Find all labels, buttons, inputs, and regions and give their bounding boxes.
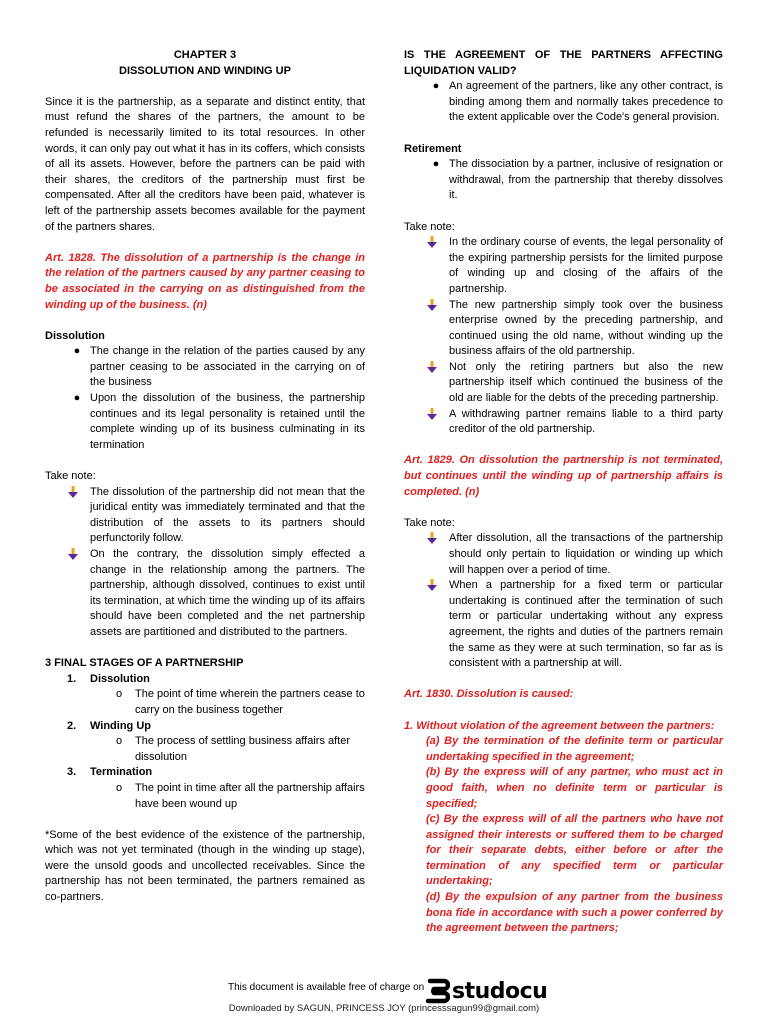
stage-item: 3. Termination o The point in time after all the partnership affairs have been wound up [90,765,365,812]
circle-bullet-icon: o [116,688,123,701]
list-item: A withdrawing partner remains liable to a third party creditor of the old partnership. [449,407,723,438]
take-note-label: Take note: [45,470,96,483]
chapter-title: DISSOLUTION AND WINDING UP [119,64,291,77]
take-note-label: Take note: [404,516,455,529]
list-item: ● An agreement of the partners, like any other contract, is binding among them and normally takes precedence to the extent applicable over the Code's general provision. [449,79,723,126]
footnote-paragraph: *Some of the best evidence of the existence of the partnership, which was not yet terminated (though in the winding up stage), were the unsold goods and uncollected receivables. Since the partnership has not been terminated, the partners remained as co-partners. [45,828,365,904]
stages-heading: 3 FINAL STAGES OF A PARTNERSHIP [45,657,244,670]
article-1828: Art. 1828. The dissolution of a partnership is the change in the relation of the partners caused by any partner ceasing to be associated in the carrying on as distinguished from the winding up of the business. (n) [45,251,365,311]
list-item: After dissolution, all the transactions of the partnership should only pertain to liquidation or winding up which will happen over a period of time. [449,531,723,578]
article-1830-clause-b: (b) By the express will of any partner, who must act in good faith, when no definite term or particular is specified; [426,766,723,810]
retirement-list [404,157,723,204]
list-item: On the contrary, the dissolution simply effected a change in the relationship among the partners. The partnership, although dissolved, continues to exist until its termination, at which time the winding up of its affairs should have been completed and the net partnership assets are partitioned and distributed to the partners. [90,547,365,641]
list-item: ● The dissociation by a partner, inclusive of resignation or withdrawal, from the partnership that thereby dissolves it. [449,157,723,204]
down-arrow-icon [426,408,438,421]
article-1829: Art. 1829. On dissolution the partnership is not terminated, but continues until the winding up of partnership affairs is completed. (n) [404,454,723,498]
circle-bullet-icon: o [116,781,123,794]
stage-description: o The process of settling business affairs after dissolution [116,735,351,763]
bullet-dot-icon: ● [73,392,81,405]
article-1830-clause-a: (a) By the termination of the definite term or particular undertaking specified in the agreement; [426,735,723,763]
bullet-dot-icon: ● [73,345,81,358]
intro-paragraph: Since it is the partnership, as a separate and distinct entity, that must refund the shares of the partners, the amount to be refunded is necessarily limited to its total resources. In other words, it can only pay out what it has in its coffers, which consists of all its assets. However, before the partners can be paid with their shares, the creditors of the partnership must first be compensated. After all the creditors have been paid, whatever is left of the partnership assets becomes available for the payment of the partners shares. [45,95,365,233]
studocu-logo[interactable] [424,978,547,1004]
article-1830-clause-d: (d) By the expulsion of any partner from the business bona fide in accordance with such a power conferred by the agreement between the partners; [426,891,723,935]
left-column [45,48,365,906]
down-arrow-icon [67,486,79,499]
question-heading: IS THE AGREEMENT OF THE PARTNERS AFFECTING LIQUIDATION VALID? [404,49,723,77]
stage-item: 2. Winding Up o The process of settling business affairs after dissolution [90,719,365,766]
right-column [404,48,723,937]
down-arrow-icon [67,548,79,561]
down-arrow-icon [426,361,438,374]
download-attribution: Downloaded by SAGUN, PRINCESS JOY (princesssagun99@gmail.com) [228,1003,540,1014]
dissolution-list [45,344,365,453]
down-arrow-icon [426,236,438,249]
availability-note: This document is available free of charge on [228,982,425,993]
list-item: ● Upon the dissolution of the business, the partnership continues and its legal personality is retained until the complete winding up of its business culminating in its termination [90,391,365,453]
list-item: The new partnership simply took over the business enterprise owned by the preceding partnership, and continued using the old name, without winding up the business affairs of the old partnership. [449,298,723,360]
down-arrow-icon [426,532,438,545]
article-1830: Art. 1830. Dissolution is caused: [404,688,574,701]
stage-item: 1. Dissolution o The point of time wherein the partners cease to carry on the business together [90,672,365,719]
take-note-label: Take note: [404,220,455,233]
studocu-footer [0,978,768,1002]
stage-description: o The point in time after all the partnership affairs have been wound up [116,781,365,810]
take-note-list [404,235,723,438]
dissolution-heading: Dissolution [45,329,105,342]
bullet-dot-icon: ● [432,158,440,171]
take-note-list [404,531,723,671]
list-item: When a partnership for a fixed term or particular undertaking is continued after the termination of such term or particular undertaking without any express agreement, the rights and duties of the partners remain the same as they were at such termination, so far as is consistent with a partnership at will. [449,578,723,672]
list-item: The dissolution of the partnership did not mean that the juridical entity was immediately terminated and that the distribution of the assets to its partners should perfunctorily follow. [90,485,365,547]
list-item: In the ordinary course of events, the legal personality of the expiring partnership persists for the limited purpose of winding up and closing of the affairs of the partnership. [449,235,723,297]
article-1830-clause-c: (c) By the express will of all the partners who have not assigned their interests or suffered them to be charged for their separate debts, either before or after the termination of any specified term or particular undertaking; [426,813,723,888]
studocu-wordmark: studocu [452,978,548,1004]
article-1830-clause-1: 1. Without violation of the agreement between the partners: [404,719,715,732]
down-arrow-icon [426,579,438,592]
take-note-list [45,485,365,641]
circle-bullet-icon: o [116,735,123,748]
studocu-s-logo-icon [424,978,450,1004]
retirement-heading: Retirement [404,142,462,155]
stages-list [45,672,365,812]
chapter-number: CHAPTER 3 [173,49,237,61]
list-item: ● The change in the relation of the parties caused by any partner ceasing to be associated in the carrying on of the business [90,344,365,391]
stage-description: o The point of time wherein the partners cease to carry on the business together [116,688,365,716]
bullet-dot-icon: ● [432,80,440,93]
down-arrow-icon [426,299,438,312]
question-list [404,79,723,126]
list-item: Not only the retiring partners but also the new partnership itself which continued the business of the old are liable for the debts of the preceding partnership. [449,360,723,407]
